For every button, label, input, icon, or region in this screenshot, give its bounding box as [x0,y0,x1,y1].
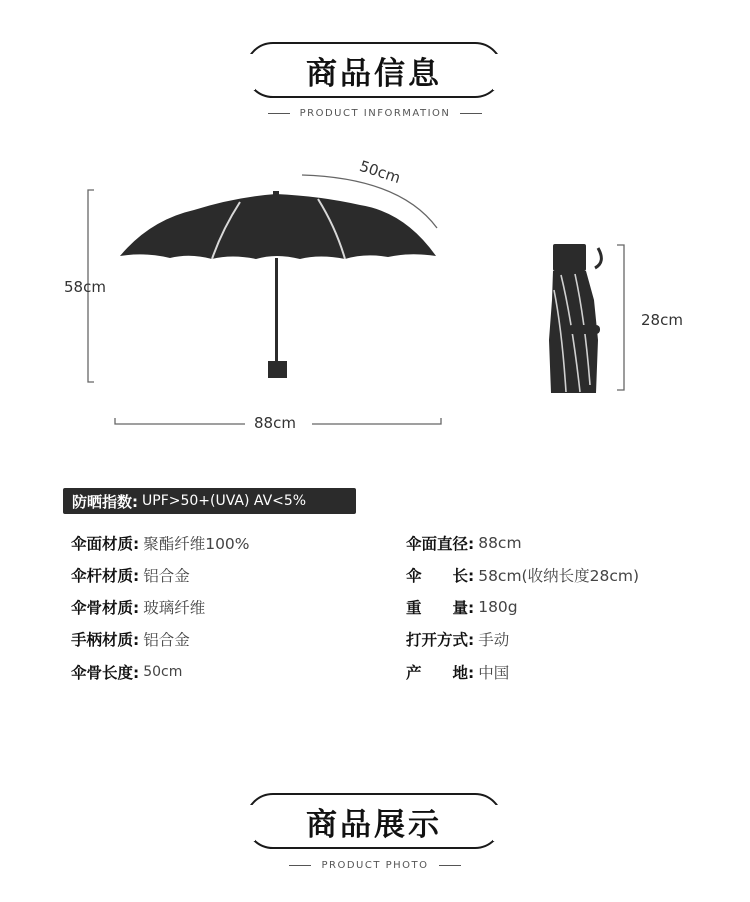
spec-label: 打开方式: [406,631,475,649]
spec-row [71,661,182,683]
section-subtitle-row [0,860,750,871]
spec-label: 产 地: [406,664,475,682]
section-title: 商品信息 [306,55,442,92]
open-umbrella-icon [120,191,436,378]
spec-value: 180g [478,598,518,616]
uv-index-value: UPF>50+(UVA) AV<5% [142,493,307,509]
section-title: 商品展示 [306,806,442,843]
section-subtitle: PRODUCT PHOTO [321,860,429,871]
spec-value: 聚酯纤维100% [143,535,250,553]
spec-row [406,564,639,586]
spec-value: 58cm(收纳长度28cm) [478,567,639,585]
height-dimension-label: 58cm [64,278,106,296]
rib-dimension-label: 50cm [357,156,403,188]
spec-value: 手动 [478,631,510,649]
spec-row [71,628,190,650]
spec-row [406,661,509,683]
spec-label: 伞 长: [406,567,475,585]
folded-length-dimension-label: 28cm [641,311,683,329]
spec-row [406,628,509,650]
spec-label: 伞骨长度: [71,664,140,682]
spec-row [406,532,522,554]
spec-label: 重 量: [406,599,475,617]
spec-label: 伞面直径: [406,535,475,553]
spec-row [71,532,250,554]
spec-value: 玻璃纤维 [143,599,206,617]
uv-index-label: 防晒指数: [72,492,138,511]
spec-value: 88cm [478,534,522,552]
spec-label: 伞骨材质: [71,599,140,617]
spec-row [71,564,190,586]
section-title-badge [245,793,503,849]
diameter-dimension-label: 88cm [254,414,296,432]
spec-value: 铝合金 [143,631,190,649]
spec-value: 中国 [478,664,510,682]
spec-row [71,596,205,618]
spec-label: 伞杆材质: [71,567,140,585]
spec-value: 50cm [143,664,183,680]
spec-label: 伞面材质: [71,535,140,553]
spec-row [406,596,518,618]
folded-umbrella-icon [549,244,601,393]
section-subtitle: PRODUCT INFORMATION [299,108,451,119]
spec-value: 铝合金 [143,567,190,585]
uv-index-badge [63,488,356,514]
spec-label: 手柄材质: [71,631,140,649]
